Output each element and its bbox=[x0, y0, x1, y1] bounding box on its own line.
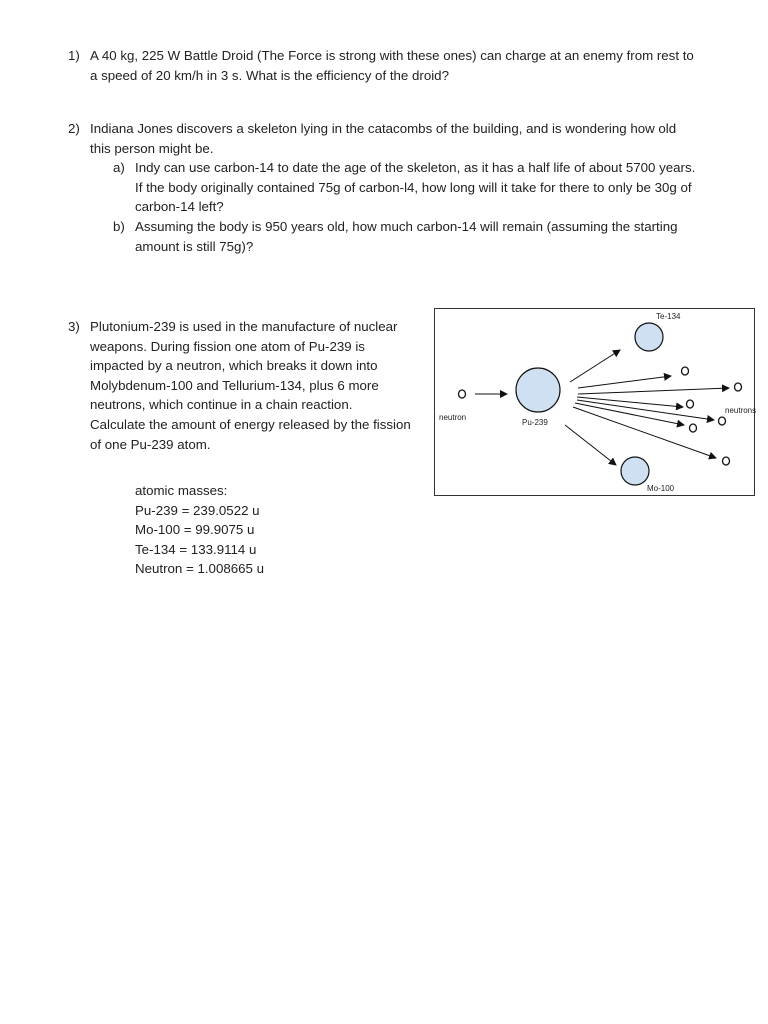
text-line: Assuming the body is 950 years old, how much carbon-14 will remain (assuming the starting bbox=[135, 219, 678, 234]
text-line: Indy can use carbon-14 to date the age of the skeleton, as it has a half life of about 5700 years. bbox=[135, 160, 696, 175]
arrow-to-neutron bbox=[578, 388, 729, 394]
mass-item: Pu-239 = 239.0522 u bbox=[135, 502, 260, 518]
mo100-nucleus bbox=[621, 457, 649, 485]
text-line: Molybdenum-100 and Tellurium-134, plus 6 more bbox=[90, 377, 379, 393]
mass-item: Neutron = 1.008665 u bbox=[135, 561, 265, 577]
subquestion-text bbox=[135, 217, 677, 256]
outgoing-neutron bbox=[682, 367, 689, 375]
atomic-masses-list bbox=[135, 481, 264, 579]
subquestion-letter: a) bbox=[113, 160, 125, 175]
pu239-label: Pu-239 bbox=[522, 418, 548, 427]
arrow-to-te134 bbox=[570, 350, 620, 382]
neutron-label: neutron bbox=[439, 413, 467, 422]
text-line: If the body originally contained 75g of carbon-l4, how long will it take for there to only be 30g of bbox=[135, 179, 692, 195]
text-line: impacted by a neutron, which breaks it down into bbox=[90, 358, 378, 374]
mass-item: Te-134 = 133.9114 u bbox=[135, 541, 257, 557]
outgoing-neutron bbox=[687, 400, 694, 408]
text-line: amount is still 75g)? bbox=[135, 238, 254, 254]
question-text bbox=[90, 119, 676, 158]
outgoing-neutron bbox=[690, 424, 697, 432]
arrow-to-neutron bbox=[573, 407, 716, 458]
question-number: 1) bbox=[68, 48, 80, 63]
atomic-masses-heading: atomic masses: bbox=[135, 483, 228, 498]
subquestion-letter: b) bbox=[113, 219, 125, 234]
text-line: of one Pu-239 atom. bbox=[90, 436, 211, 452]
incoming-neutron bbox=[459, 390, 466, 398]
pu239-nucleus bbox=[516, 368, 560, 412]
text-line: Calculate the amount of energy released by the fission bbox=[90, 416, 411, 432]
te134-label: Te-134 bbox=[656, 312, 681, 321]
text-line: carbon-14 left? bbox=[135, 199, 224, 215]
arrow-to-neutron bbox=[578, 376, 671, 388]
outgoing-neutron bbox=[735, 383, 742, 391]
te134-nucleus bbox=[635, 323, 663, 351]
mass-item: Mo-100 = 99.9075 u bbox=[135, 522, 255, 538]
text-line: Plutonium-239 is used in the manufacture of nuclear bbox=[90, 319, 398, 334]
text-line: weapons. During fission one atom of Pu-239 is bbox=[90, 338, 365, 354]
text-line: Indiana Jones discovers a skeleton lying in the catacombs of the building, and is wondering how old bbox=[90, 121, 677, 136]
mo100-label: Mo-100 bbox=[647, 484, 675, 493]
text-line: a speed of 20 km/h in 3 s. What is the efficiency of the droid? bbox=[90, 67, 449, 83]
subquestion-text bbox=[135, 158, 695, 217]
text-line: neutrons, which continue in a chain reaction. bbox=[90, 397, 353, 413]
outgoing-neutron bbox=[723, 457, 730, 465]
question-number: 2) bbox=[68, 121, 80, 136]
fission-diagram bbox=[434, 308, 755, 496]
text-line: A 40 kg, 225 W Battle Droid (The Force is strong with these ones) can charge at an enemy from rest to bbox=[90, 48, 694, 63]
outgoing-neutron bbox=[719, 417, 726, 425]
neutrons-label: neutrons bbox=[725, 406, 756, 415]
fission-diagram-svg bbox=[435, 309, 756, 497]
question-text bbox=[90, 46, 694, 85]
question-number: 3) bbox=[68, 319, 80, 334]
arrow-to-mo100 bbox=[565, 425, 616, 465]
text-line: this person might be. bbox=[90, 140, 214, 156]
question-text bbox=[90, 317, 411, 454]
